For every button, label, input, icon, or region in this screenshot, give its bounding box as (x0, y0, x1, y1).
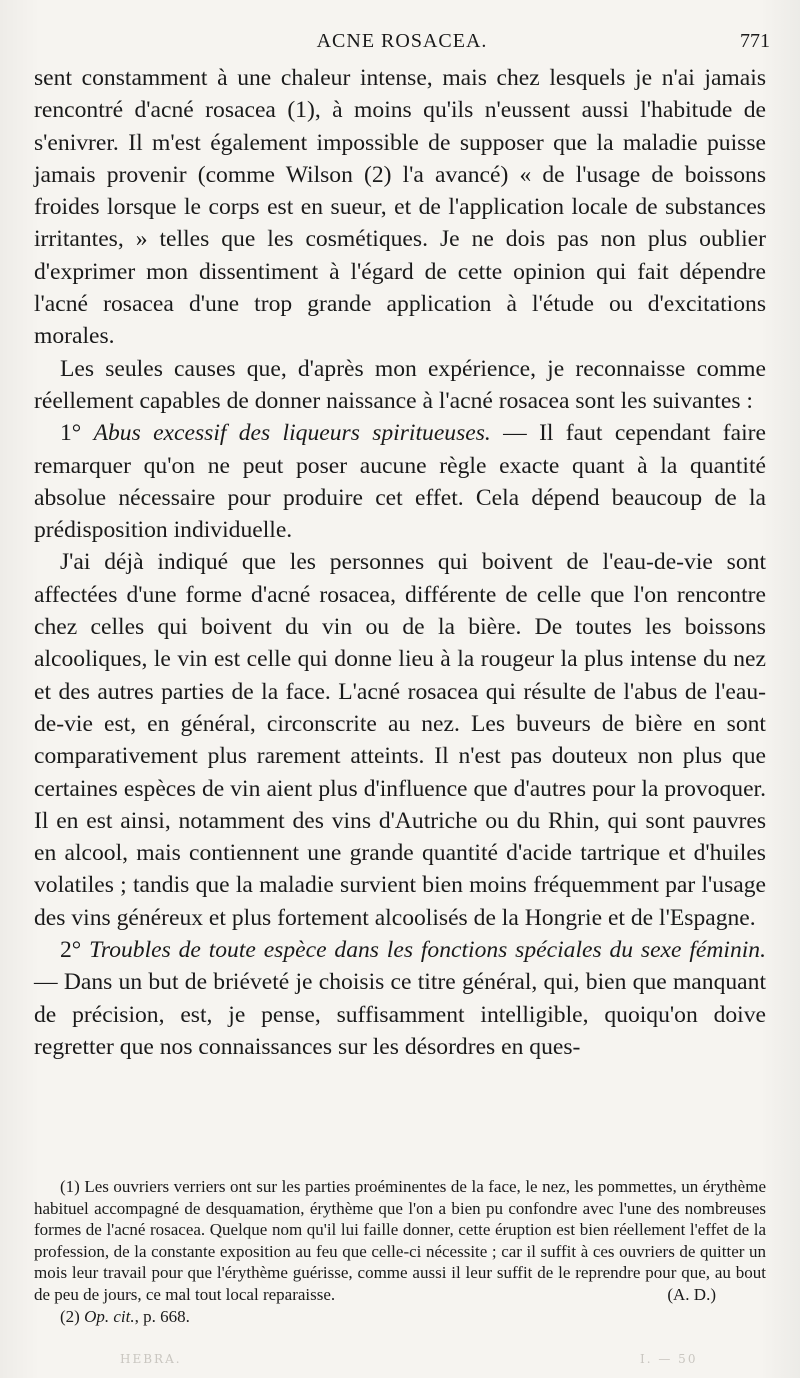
footnote-signature: (A. D.) (667, 1284, 716, 1304)
footnote (34, 1176, 766, 1306)
body-text (34, 62, 766, 1063)
paragraph: Les seules causes que, d'après mon expérience, je reconnaisse comme réellement capables de donner naissance à l'acné rosacea sont les suivantes : (34, 355, 766, 414)
signature-mark-left: HEBRA. (120, 1352, 182, 1366)
paragraph-text: — Il faut cependant faire remarquer qu'on ne peut poser aucune règle exacte quant à la quantité absolue nécessaire pour produire cet effet. Cela dépend beaucoup de la prédisposition individuelle. (34, 420, 766, 544)
page-header (34, 30, 770, 60)
signature-mark-right: I. — 50 (640, 1352, 698, 1366)
footnote-text: , p. 668. (134, 1306, 190, 1326)
paragraph-text: — Dans un but de briéveté je choisis ce titre général, qui, bien que manquant de précision, est, je pense, suffisamment intelligible, quoiqu'on doive regretter que nos connaissances sur les désordres en ques- (34, 969, 766, 1060)
section-title: Abus excessif des liqueurs spiritueuses. (93, 420, 491, 447)
page-number: 771 (740, 30, 770, 52)
list-number: 2° (60, 937, 82, 964)
paragraph: J'ai déjà indiqué que les personnes qui boivent de l'eau-de-vie sont affectées d'une forme d'acné rosacea, différente de celle que l'on rencontre chez celles qui boivent du vin ou de la bière. De toutes les boissons alcooliques, le vin est celle qui donne lieu à la rougeur la plus intense du nez et des autres parties de la face. L'acné rosacea qui résulte de l'abus de l'eau-de-vie est, en général, circonscrite au nez. Les buveurs de bière en sont comparativement plus rarement atteints. Il n'est pas douteux non plus que certaines espèces de vin aient plus d'influence que d'autres pour la provoquer. Il en est ainsi, notamment des vins d'Autriche ou du Rhin, qui sont pauvres en alcool, mais contiennent une grande quantité d'acide tartrique et d'huiles volatiles ; tandis que la maladie survient bien moins fréquemment par l'usage des vins généreux et plus fortement alcoolisés de la Hongrie et de l'Espagne. (34, 549, 766, 931)
footnote-text: (1) Les ouvriers verriers ont sur les parties proéminentes de la face, le nez, les pommettes, un érythème habituel accompagné de desquamation, érythème que l'on a bien pu confondre avec l'une des nombreuses formes de l'acné rosacea. Quelque nom qu'il lui faille donner, cette éruption est bien réellement l'effet de la profession, de la constante exposition au feu que celle-ci nécessite ; car il suffit à ces ouvriers de quitter un mois leur travail pour que l'érythème guérisse, comme aussi il leur suffit de le reprendre pour que, au bout de peu de jours, ce mal tout local reparaisse. (34, 1177, 766, 1304)
footnote-number: (2) (60, 1306, 85, 1326)
section-title: Troubles de toute espèce dans les fonctions spéciales du sexe féminin. (89, 937, 766, 964)
paragraph: sent constamment à une chaleur intense, mais chez lesquels je n'ai jamais rencontré d'acné rosacea (1), à moins qu'ils n'eussent aussi l'habitude de s'enivrer. Il m'est également impossible de supposer que la maladie puisse jamais provenir (comme Wilson (2) l'a avancé) « de l'usage de boissons froides lorsque le corps est en sueur, et de l'application locale de substances irritantes, » telles que les cosmétiques. Je ne dois pas non plus oublier d'exprimer mon dissentiment à l'égard de cette opinion qui fait dépendre l'acné rosacea d'une trop grande application à l'étude ou d'excitations morales. (34, 65, 766, 350)
paragraph (34, 934, 766, 1063)
list-number: 1° (60, 420, 82, 447)
paragraph (34, 417, 766, 546)
footnote (34, 1306, 766, 1328)
running-title: ACNE ROSACEA. (316, 30, 488, 52)
footnotes (34, 1176, 766, 1327)
footnote-reference: Op. cit. (84, 1306, 135, 1326)
